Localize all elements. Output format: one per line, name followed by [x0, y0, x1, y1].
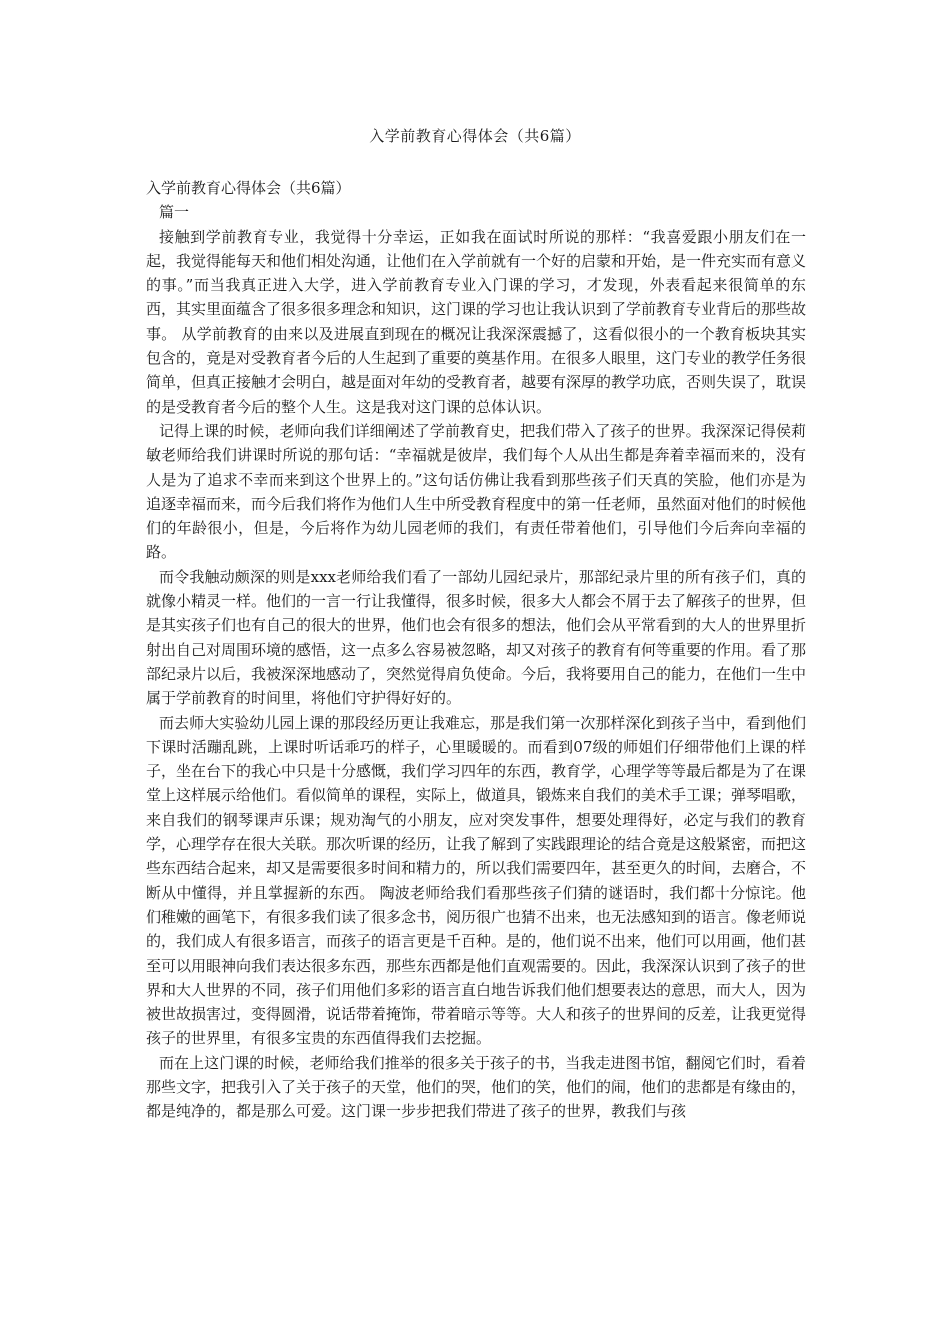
- paragraph: 而去师大实验幼儿园上课的那段经历更让我难忘，那是我们第一次那样深化到孩子当中，看到他们下课时活蹦乱跳，上课时听话乖巧的样子，心里暖暖的。而看到07级的师姐们仔细带他们上课的样子，坐在台下的我心中只是十分感慨，我们学习四年的东西，教育学，心理学等等最后都是为了在课堂上这样展示给他们。看似简单的课程，实际上，做道具，锻炼来自我们的美术手工课；弹琴唱歌，来自我们的钢琴课声乐课；规劝淘气的小朋友，应对突发事件，想要处理得好，必定与我们的教育学，心理学存在很大关联。那次听课的经历，让我了解到了实践跟理论的结合竟是这般紧密，而把这些东西结合起来，却又是需要很多时间和精力的，所以我们需要四年，甚至更久的时间，去磨合，不断从中懂得，并且掌握新的东西。 陶波老师给我们看那些孩子们猜的谜语时，我们都十分惊诧。他们稚嫩的画笔下，有很多我们读了很多念书，阅历很广也猜不出来，也无法感知到的语言。像老师说的，我们成人有很多语言，而孩子的语言更是千百种。是的，他们说不出来，他们可以用画，他们甚至可以用眼神向我们表达很多东西，那些东西都是他们直观需要的。因此，我深深认识到了孩子的世界和大人世界的不同，孩子们用他们多彩的语言直白地告诉我们他们想要表达的意思，而大人，因为被世故损害过，变得圆滑，说话带着掩饰，带着暗示等等。大人和孩子的世界间的反差，让我更觉得孩子的世界里，有很多宝贵的东西值得我们去挖掘。: [146, 713, 807, 1048]
- document-title: 入学前教育心得体会（共6篇）: [369, 127, 581, 145]
- paragraph: 而令我触动颇深的则是xxx老师给我们看了一部幼儿园纪录片，那部纪录片里的所有孩子们，真的就像小精灵一样。他们的一言一行让我懂得，很多时候，很多大人都会不屑于去了解孩子的世界，但是其实孩子们也有自己的很大的世界，他们也会有很多的想法，他们会从平常看到的大人的世界里折射出自己对周围环境的感悟，这一点多么容易被忽略，却又对孩子的教育有何等重要的作用。看了那部纪录片以后，我被深深地感动了，突然觉得肩负使命。今后，我将要用自己的能力，在他们一生中属于学前教育的时间里，将他们守护得好好的。: [146, 567, 807, 708]
- document-body: [146, 176, 806, 1124]
- document-subtitle: 入学前教育心得体会（共6篇）: [146, 179, 351, 197]
- chapter-label: 篇一: [159, 203, 190, 222]
- paragraph: 记得上课的时候，老师向我们详细阐述了学前教育史，把我们带入了孩子的世界。我深深记得侯莉敏老师给我们讲课时所说的那句话：“幸福就是彼岸，我们每个人从出生都是奔着幸福而来的，没有人是为了追求不幸而来到这个世界上的。”这句话仿佛让我看到那些孩子们天真的笑脸，他们亦是为追逐幸福而来，而今后我们将作为他们人生中所受教育程度中的第一任老师，虽然面对他们的时候他们的年龄很小，但是，今后将作为幼儿园老师的我们，有责任带着他们，引导他们今后奔向幸福的路。: [146, 421, 807, 562]
- paragraph: 接触到学前教育专业，我觉得十分幸运，正如我在面试时所说的那样：“我喜爱跟小朋友们在一起，我觉得能每天和他们相处沟通，让他们在入学前就有一个好的启蒙和开始，是一件充实而有意义的事。”而当我真正进入大学，进入学前教育专业入门课的学习，才发现，外表看起来很简单的东西，其实里面蕴含了很多很多理念和知识，这门课的学习也让我认识到了学前教育专业背后的那些故事。 从学前教育的由来以及进展直到现在的概况让我深深震撼了，这看似很小的一个教育板块其实包含的，竟是对受教育者今后的人生起到了重要的奠基作用。在很多人眼里，这门专业的教学任务很简单，但真正接触才会明白，越是面对年幼的受教育者，越要有深厚的教学功底，否则失误了，耽误的是受教育者今后的整个人生。这是我对这门课的总体认识。: [146, 227, 807, 416]
- paragraph: 而在上这门课的时候，老师给我们推举的很多关于孩子的书，当我走进图书馆，翻阅它们时，看着那些文字，把我引入了关于孩子的天堂，他们的哭，他们的笑，他们的闹，他们的悲都是有缘由的，都是纯净的，都是那么可爱。这门课一步步把我们带进了孩子的世界，教我们与孩: [146, 1053, 807, 1121]
